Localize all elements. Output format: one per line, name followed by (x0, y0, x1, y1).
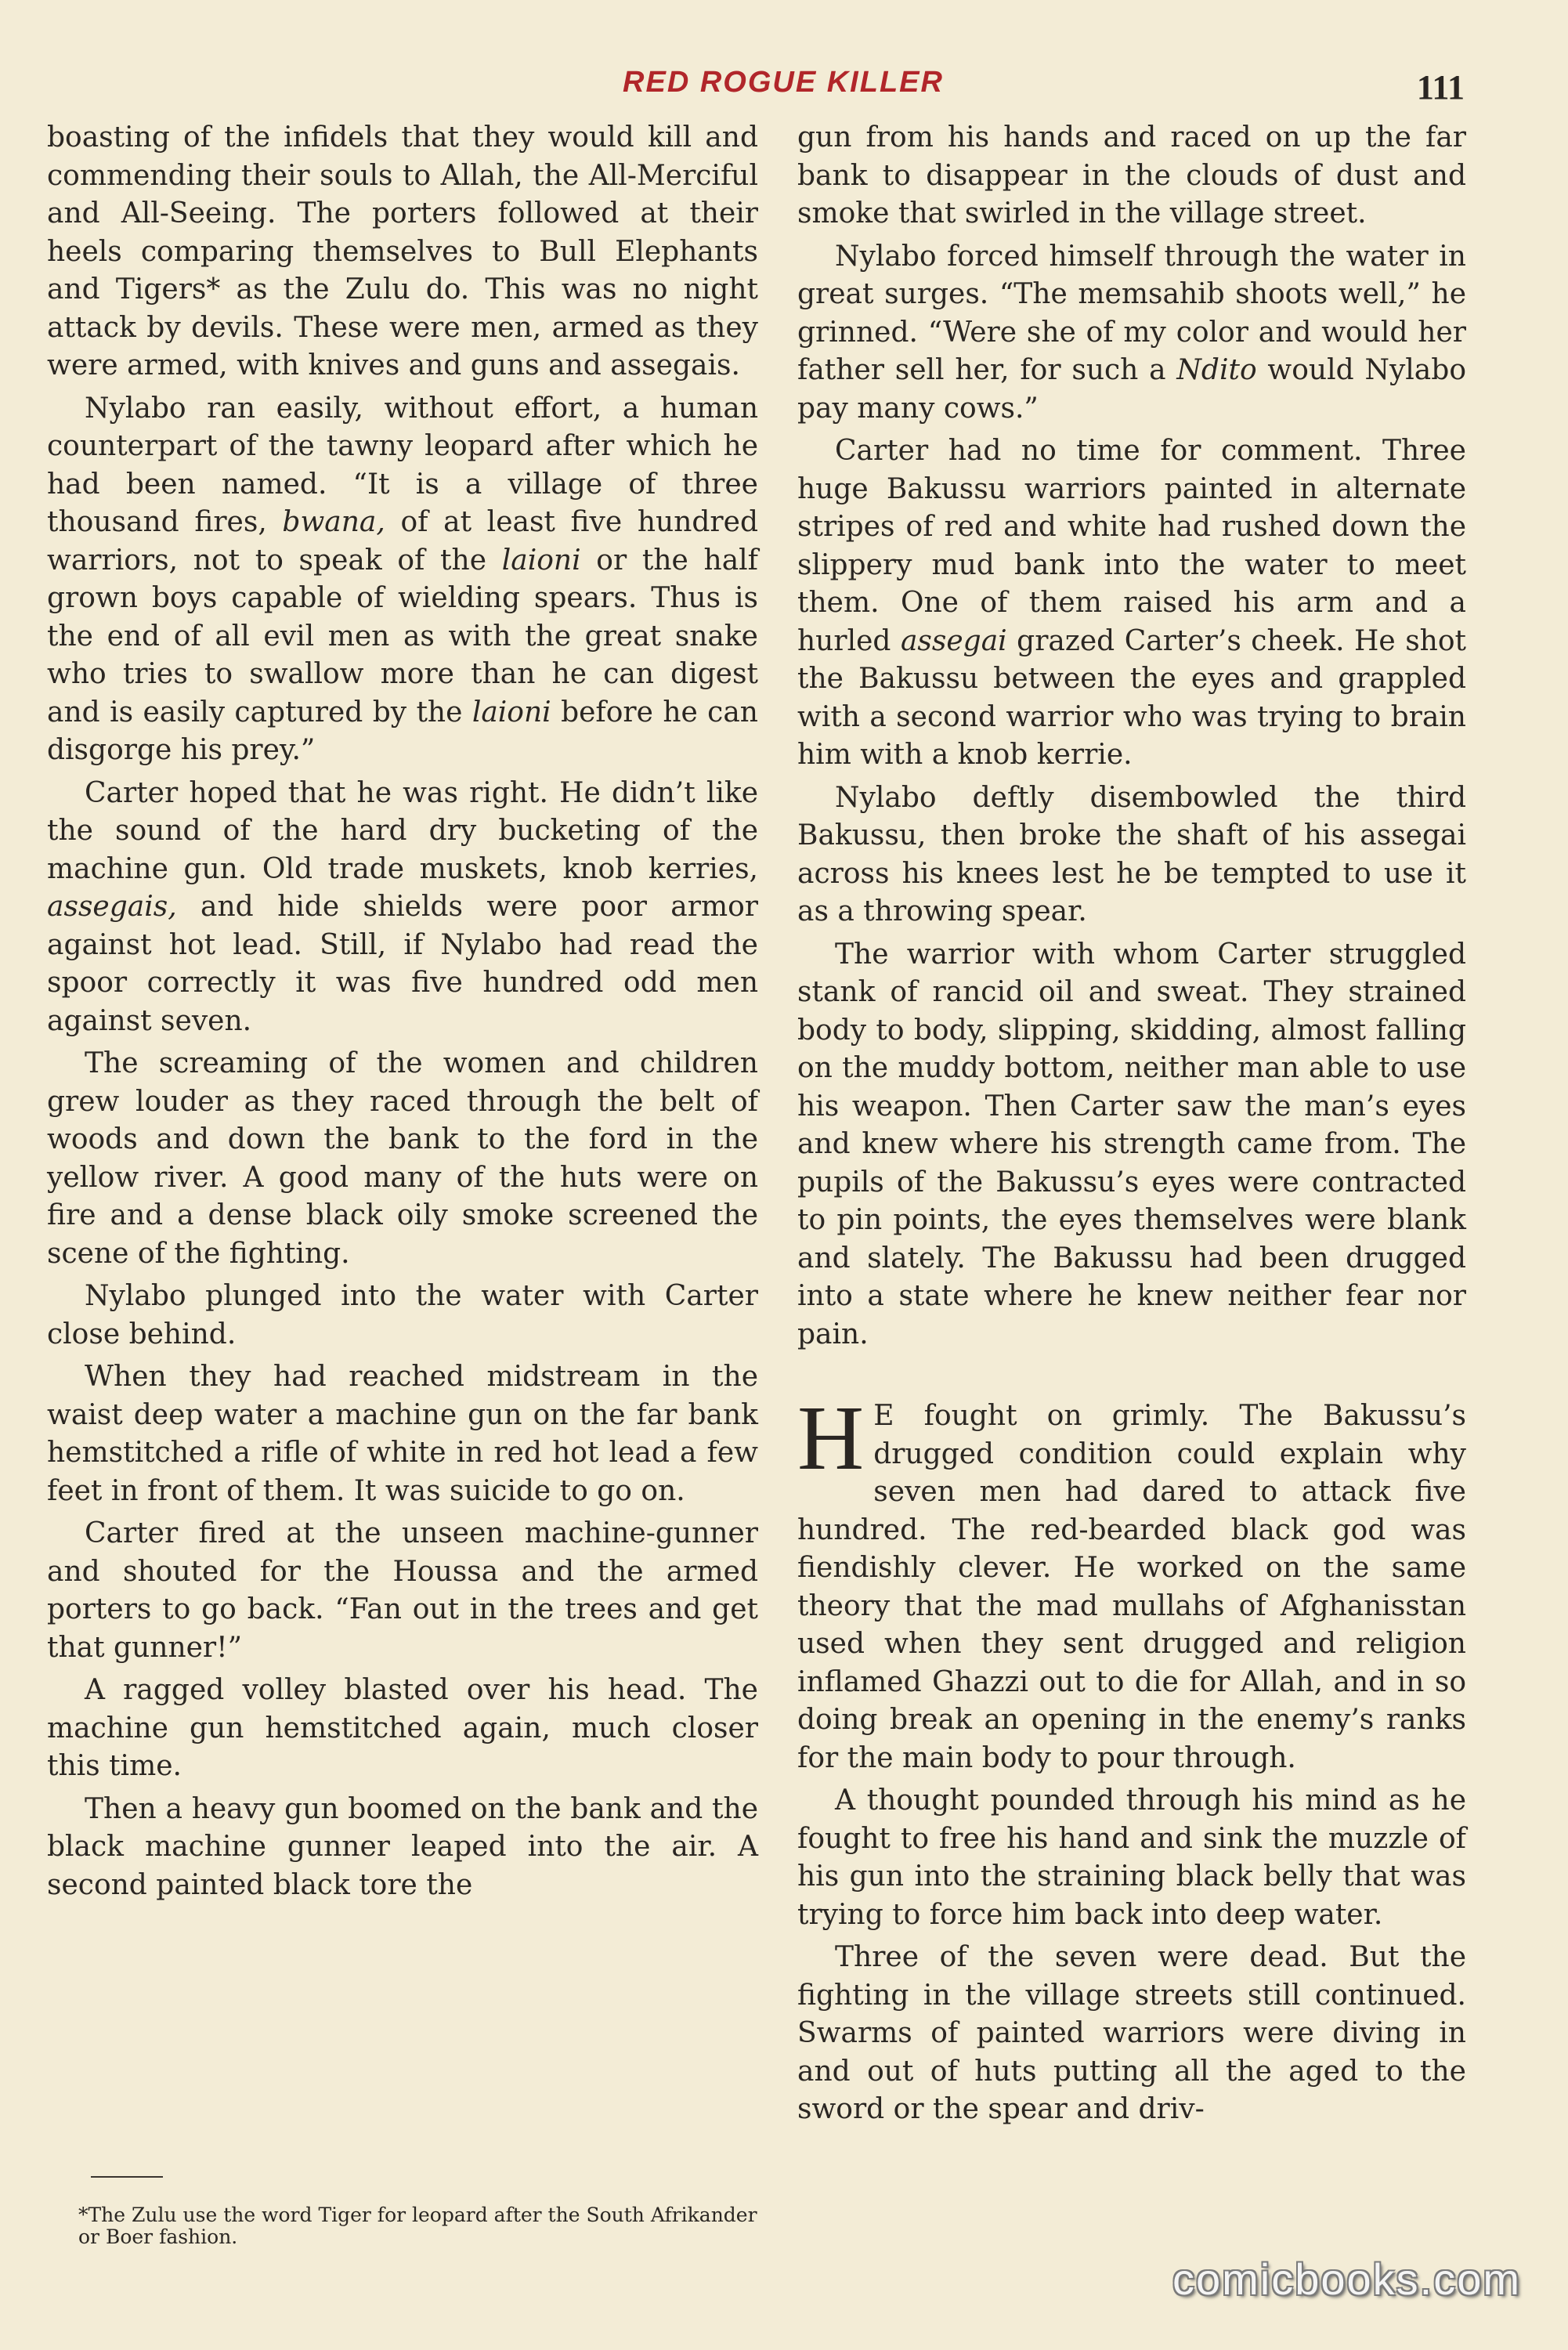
paragraph (47, 119, 758, 385)
paragraph-text: A ragged volley blasted over his head. The machine gun hemstitched again, much closer this time. (47, 1674, 758, 1782)
paragraph (47, 775, 758, 1041)
watermark-logo: comicbooks.com (1172, 2254, 1521, 2304)
italic-text: assegai (900, 624, 1007, 657)
right-paragraphs-top (797, 119, 1466, 1354)
paragraph (47, 1358, 758, 1510)
paragraph (47, 1515, 758, 1667)
paragraph (797, 432, 1466, 775)
right-paragraphs-bottom (797, 1782, 1466, 2129)
italic-text: Ndito (1176, 354, 1257, 386)
right-column (797, 119, 1466, 2134)
running-header-title: RED ROGUE KILLER (623, 66, 944, 99)
paragraph-text: When they had reached midstream in the waist deep water a machine gun on the far bank hemstitched a rifle of white in red hot lead a few feet in front of them. It was suicide to go on. (47, 1361, 758, 1507)
italic-text: assegais, (47, 891, 177, 923)
paragraph-text: Carter had no time for comment. Three huge Bakussu warriors painted in alternate stripes of red and white had rushed down the slippery mud bank into the water to meet them. One of them raised his arm and a hurled (797, 435, 1466, 657)
left-paragraphs (47, 119, 758, 1904)
paragraph-text: Nylabo ran easily, without effort, a human counterpart of the tawny leopard after which he had been named. “It is a village of three thousand fires, (47, 392, 758, 538)
paragraph (797, 1782, 1466, 1934)
paragraph-text: of at least five hundred warriors, not to speak of the (47, 506, 758, 577)
paragraph-text: or the half grown boys capable of wielding spears. Thus is the end of all evil men as with the great snake who tries to swallow more than he can digest and is easily captured by the (47, 544, 759, 728)
footnote: *The Zulu use the word Tiger for leopard after the South Afrikander or Boer fashion. (78, 2204, 757, 2248)
drop-cap: H (797, 1386, 865, 1489)
paragraph (47, 1672, 758, 1786)
paragraph-text: Nylabo forced himself through the water in great surges. “The memsahib shoots well,” he grinned. “Were she of my color and would her father sell her, for such a (797, 240, 1466, 386)
footnote-rule (91, 2176, 163, 2178)
paragraph-text: grazed Carter’s cheek. He shot the Bakussu between the eyes and grappled with a second warrior who was trying to brain him with a knob kerrie. (797, 624, 1466, 771)
section-break (797, 1358, 1466, 1397)
paragraph (797, 119, 1466, 233)
paragraph-text: boasting of the infidels that they would kill and commending their souls to Allah, the All-Merciful and All-Seeing. The porters followed at their heels comparing themselves to Bull Elephants and Tigers* as the Zulu do. This was no night attack by devils. These were men, armed as they were armed, with knives and guns and assegais. (47, 121, 758, 381)
paragraph (797, 238, 1466, 428)
page-number: 111 (1416, 68, 1465, 107)
paragraph-text: Carter fired at the unseen machine-gunner and shouted for the Houssa and the armed porters to go back. “Fan out in the trees and get that gunner!” (47, 1517, 758, 1664)
paragraph (797, 1939, 1466, 2129)
paragraph (47, 1791, 758, 1905)
left-column (47, 119, 758, 1909)
paragraph-text: Then a heavy gun boomed on the bank and the black machine gunner leaped into the air. A second painted black tore the (47, 1792, 758, 1901)
paragraph-text: Nylabo deftly disembowled the third Bakussu, then broke the shaft of his assegai across his knees lest he be tempted to use it as a throwing spear. (797, 781, 1466, 927)
paragraph-text: Carter hoped that he was right. He didn’t like the sound of the hard dry bucketing of the machine gun. Old trade muskets, knob kerries, (47, 776, 758, 885)
paragraph-text: and hide shields were poor armor against hot lead. Still, if Nylabo had read the spoor correctly it was five hundred odd men against seven. (47, 891, 758, 1037)
section-first-paragraph-text: E fought on grimly. The Bakussu’s drugged condition could explain why seven men had dared to attack five hundred. The red-bearded black god was fiendishly clever. He worked on the same theory that the mad mullahs of Afghanisstan used when they sent drugged and religion inflamed Ghazzi out to die for Allah, and in so doing break an opening in the enemy’s ranks for the main body to pour through. (797, 1400, 1466, 1774)
paragraph (47, 1278, 758, 1354)
paragraph (47, 390, 758, 770)
italic-text: laioni (501, 544, 581, 577)
paragraph-text: Nylabo plunged into the water with Carter close behind. (47, 1280, 758, 1350)
paragraph-text: A thought pounded through his mind as he fought to free his hand and sink the muzzle of his gun into the straining black belly that was trying to force him back into deep water. (797, 1784, 1466, 1931)
paragraph-text: before he can disgorge his prey.” (47, 696, 758, 766)
paragraph (797, 936, 1466, 1354)
section-first-paragraph (797, 1386, 1466, 1777)
italic-text: bwana, (282, 506, 385, 538)
paragraph-text: Three of the seven were dead. But the fighting in the village streets still continued. Swarms of painted warriors were diving in and out of huts putting all the aged to the sword or the spear and driv- (797, 1941, 1466, 2125)
paragraph-text: would Nylabo pay many cows.” (797, 354, 1466, 425)
paragraph-text: gun from his hands and raced on up the far bank to disappear in the clouds of dust and smoke that swirled in the village street. (797, 121, 1466, 230)
paragraph (47, 1045, 758, 1273)
italic-text: laioni (471, 696, 551, 728)
paragraph (797, 779, 1466, 931)
paragraph-text: The warrior with whom Carter struggled stank of rancid oil and sweat. They strained body to body, slipping, skidding, almost falling on the muddy bottom, neither man able to use his weapon. Then Carter saw the man’s eyes and knew where his strength came from. The pupils of the Bakussu’s eyes were contracted to pin points, the eyes themselves were blank and slately. The Bakussu had been drugged into a state where he knew neither fear nor pain. (797, 938, 1466, 1350)
paragraph-text: The screaming of the women and children grew louder as they raced through the belt of woods and down the bank to the ford in the yellow river. A good many of the huts were on fire and a dense black oily smoke screened the scene of the fighting. (47, 1047, 758, 1270)
